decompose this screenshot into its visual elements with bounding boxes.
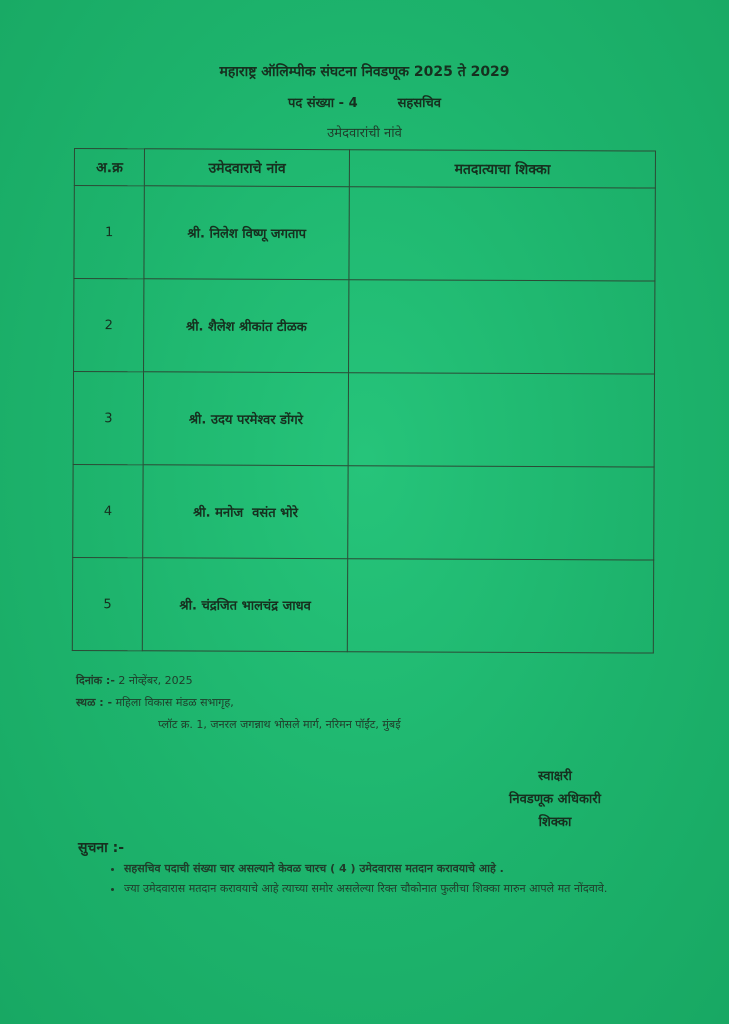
footer-details <box>76 670 401 736</box>
date-label: दिनांक :- <box>76 674 115 687</box>
table-row <box>73 372 654 468</box>
row-serial: 3 <box>73 372 144 465</box>
table-row <box>72 557 653 653</box>
election-title: महाराष्ट्र ऑलिम्पीक संघटना निवडणूक 2025 ते 2029 <box>219 64 510 80</box>
row-serial: 5 <box>72 557 143 650</box>
vote-mark-box[interactable] <box>348 466 654 560</box>
signature-line: स्वाक्षरी <box>538 769 572 784</box>
vote-mark-box[interactable] <box>349 280 655 374</box>
place-label: स्थळ : - <box>76 696 113 709</box>
candidate-name: श्री. शैलेश श्रीकांत टीळक <box>144 279 349 373</box>
note-item: • ज्या उमेदवारास मतदान करावयाचे आहे त्याच्या समोर असलेल्या रिक्त चौकोनात फुलीचा शिक्का मारुन आपले मत नोंदवावे. <box>124 880 664 897</box>
note-item: • सहसचिव पदाची संख्या चार असल्याने केवळ चारच ( 4 ) उमेदवारास मतदान करावयाचे आहे . <box>124 860 664 877</box>
vote-mark-box[interactable] <box>349 187 655 281</box>
column-header-voter-mark: मतदात्याचा शिक्का <box>349 150 655 188</box>
candidate-name: श्री. निलेश विष्णू जगताप <box>144 186 349 280</box>
notes-title: सुचना :- <box>78 840 125 856</box>
date-value: 2 नोव्हेंबर, 2025 <box>118 674 193 687</box>
ballot-table <box>72 148 656 654</box>
row-serial: 1 <box>74 186 145 279</box>
candidate-name: श्री. चंद्रजित भालचंद्र जाधव <box>142 558 347 652</box>
election-officer-line: निवडणूक अधिकारी <box>508 792 601 807</box>
signature-block <box>470 765 640 834</box>
vote-mark-box[interactable] <box>347 559 653 653</box>
table-row <box>73 464 654 560</box>
notes-list <box>100 860 664 900</box>
stamp-line: शिक्का <box>538 815 572 830</box>
place-line1: महिला विकास मंडळ सभागृह, <box>115 696 234 709</box>
place-line2: प्लॉट क्र. 1, जनरल जगन्नाथ भोसले मार्ग, नरिमन पॉईंट, मुंबई <box>158 718 401 731</box>
table-row <box>74 279 655 375</box>
post-name: सहसचिव <box>397 96 441 111</box>
column-header-candidate-name: उमेदवाराचे नांव <box>144 149 349 187</box>
row-serial: 4 <box>73 464 144 557</box>
date-row <box>76 670 401 692</box>
table-row <box>74 186 655 282</box>
candidate-name: श्री. उदय परमेश्वर डोंगरे <box>143 372 348 466</box>
post-line <box>0 93 729 111</box>
candidate-name: श्री. मनोज वसंत भोरे <box>143 465 348 559</box>
vote-mark-box[interactable] <box>348 373 654 467</box>
column-header-serial: अ.क्र <box>74 149 144 186</box>
place-row <box>76 692 401 714</box>
row-serial: 2 <box>74 279 145 372</box>
post-count: पद संख्या - 4 <box>288 96 358 111</box>
candidates-heading: उमेदवारांची नांवे <box>327 126 402 141</box>
table-header-row <box>74 149 655 189</box>
